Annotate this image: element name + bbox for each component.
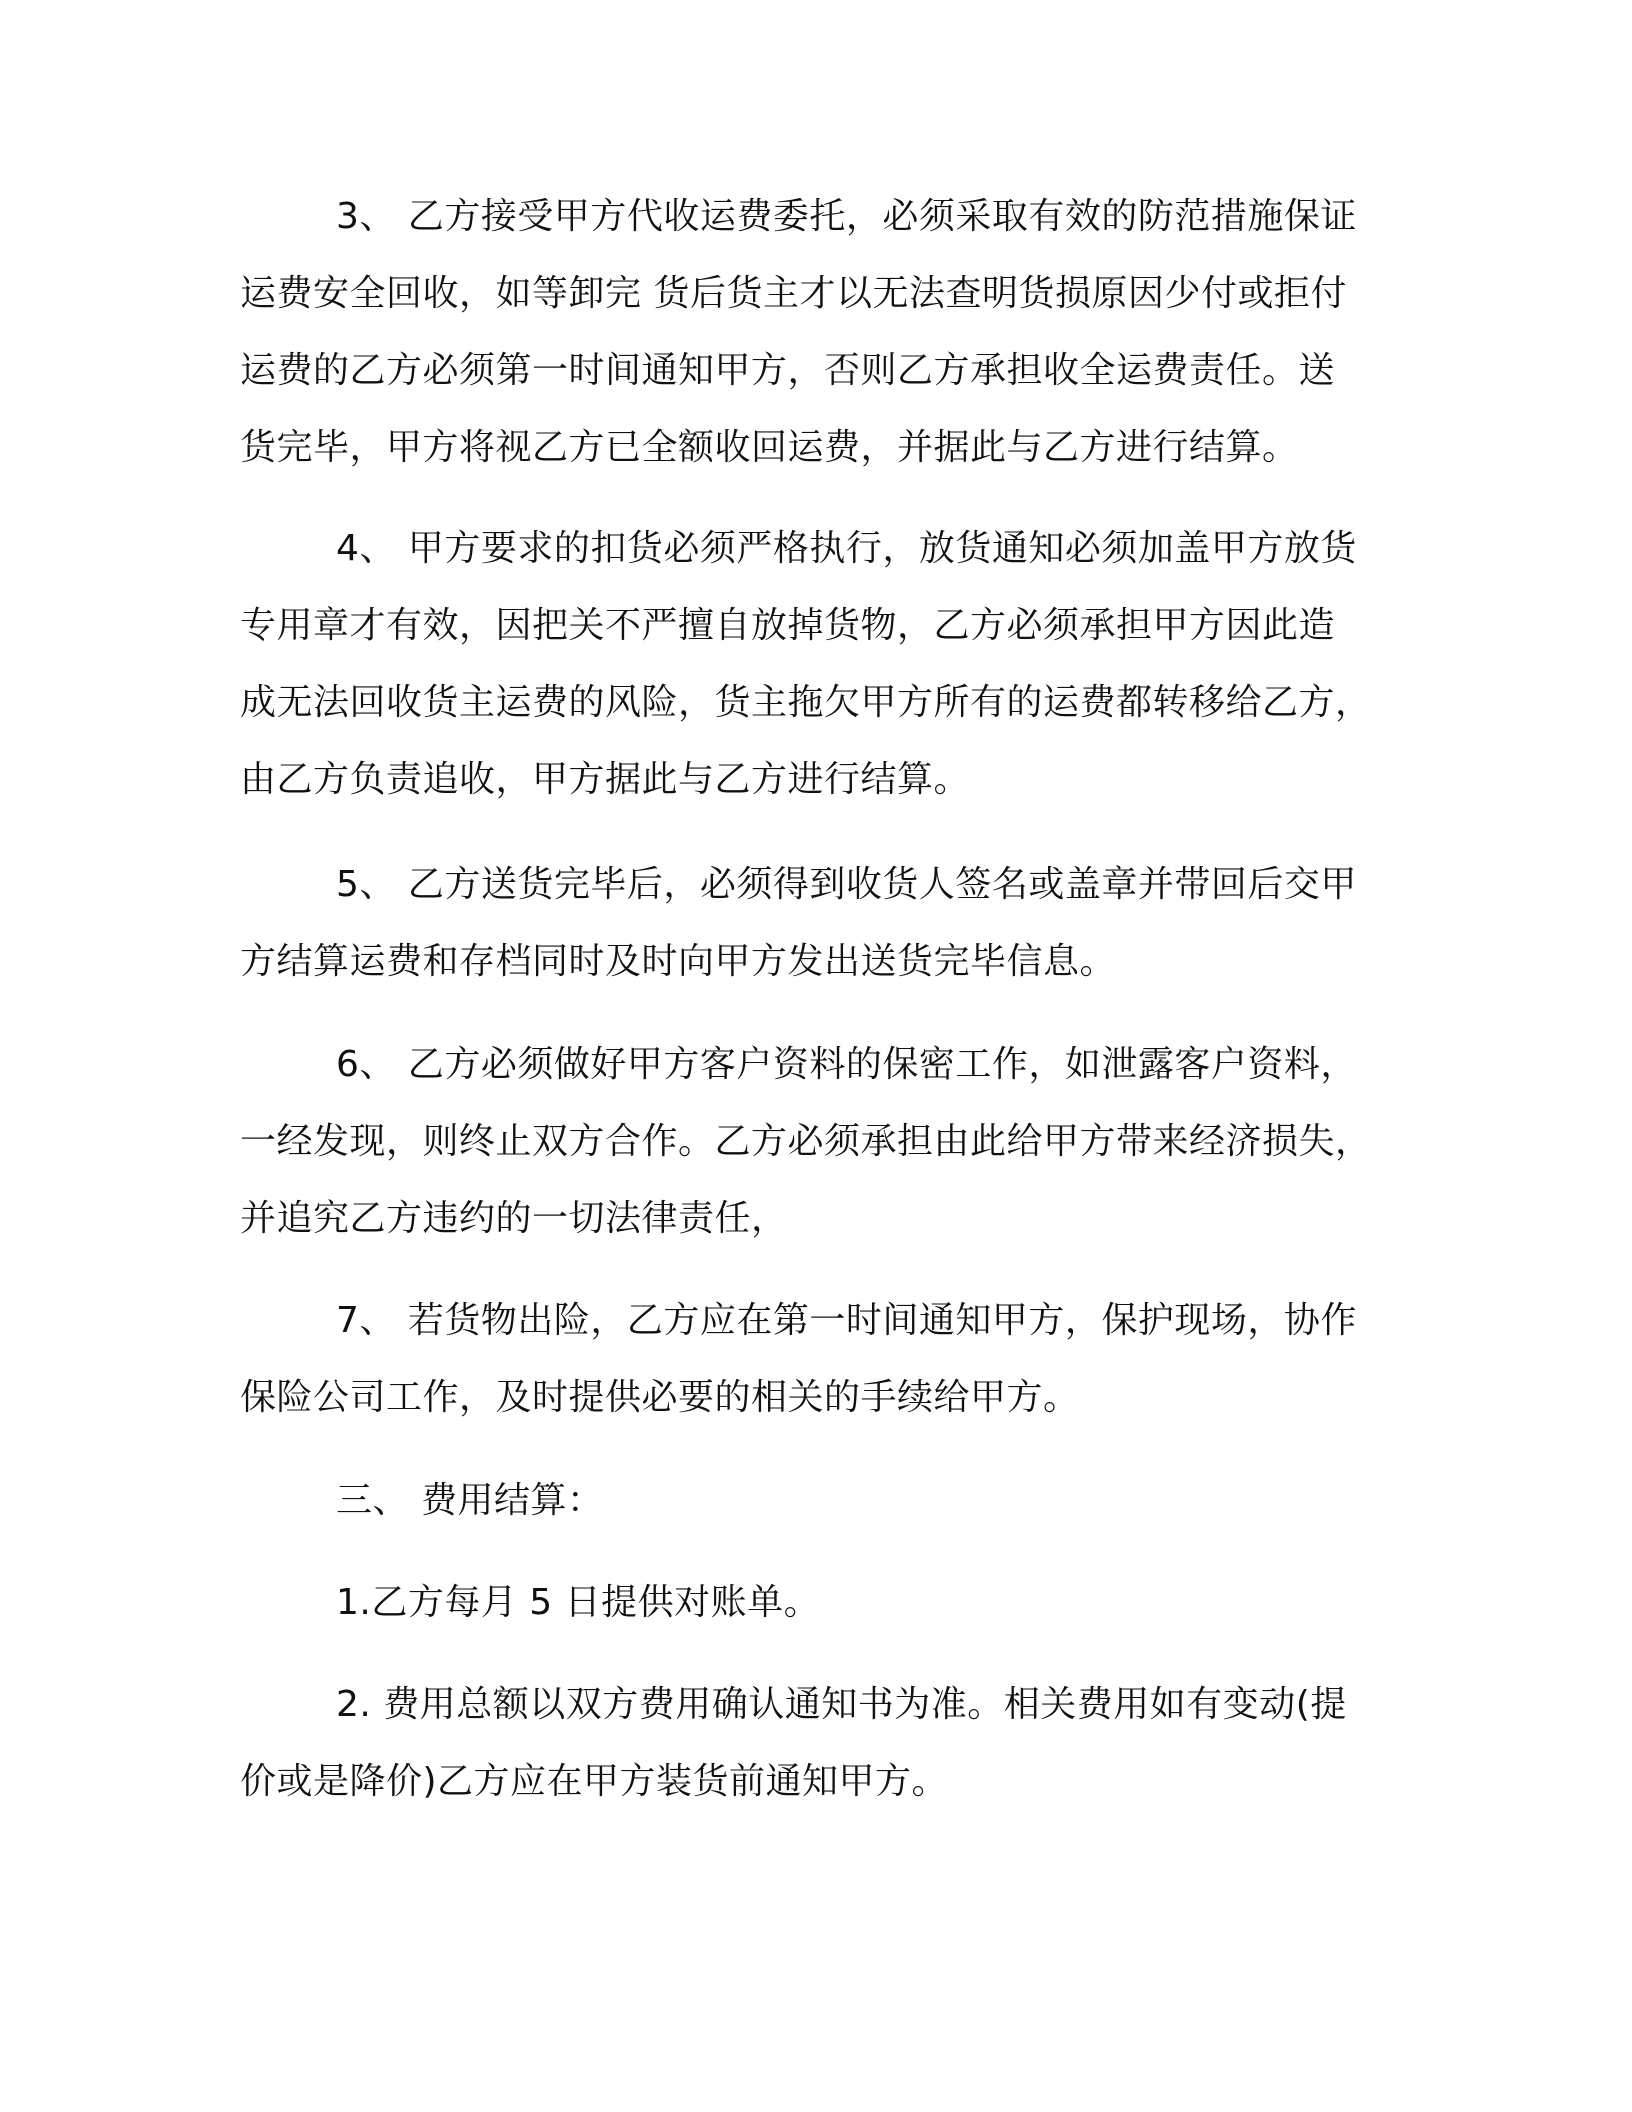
clause-6-line-3: 并追究乙方违约的一切法律责任，: [240, 1198, 788, 1239]
clause-7-paragraph: [240, 1282, 1380, 1436]
clause-3-line-3: 运费的乙方必须第一时间通知甲方，否则乙方承担收全运费责任。送: [240, 350, 1336, 391]
clause-6-paragraph: [240, 1026, 1380, 1257]
section-3-line-1: 三、 费用结算：: [336, 1480, 604, 1521]
clause-3-line-4: 货完毕，甲方将视乙方已全额收回运费，并据此与乙方进行结算。: [240, 427, 1299, 468]
clause-5-paragraph: [240, 846, 1380, 1000]
fee-1-paragraph: [240, 1564, 1380, 1641]
clause-4-line-3: 成无法回收货主运费的风险，货主拖欠甲方所有的运费都转移给乙方，: [240, 682, 1372, 723]
clause-6-line-1: 6、 乙方必须做好甲方客户资料的保密工作，如泄露客户资料，: [336, 1044, 1357, 1085]
clause-3-line-2: 运费安全回收，如等卸完 货后货主才以无法查明货损原因少付或拒付: [240, 273, 1347, 314]
fee-1-line-1: 1.乙方每月 5 日提供对账单。: [336, 1582, 821, 1623]
fee-2-line-2: 价或是降价)乙方应在甲方装货前通知甲方。: [240, 1761, 949, 1802]
fee-2-paragraph: [240, 1666, 1380, 1820]
clause-3-line-1: 3、 乙方接受甲方代收运费委托，必须采取有效的防范措施保证: [336, 196, 1357, 237]
clause-4-paragraph: [240, 510, 1380, 818]
clause-4-line-4: 由乙方负责追收，甲方据此与乙方进行结算。: [240, 759, 971, 800]
clause-6-line-2: 一经发现，则终止双方合作。乙方必须承担由此给甲方带来经济损失，: [240, 1121, 1372, 1162]
fee-2-line-1: 2. 费用总额以双方费用确认通知书为准。相关费用如有变动(提: [336, 1684, 1347, 1725]
clause-4-line-2: 专用章才有效，因把关不严擅自放掉货物，乙方必须承担甲方因此造: [240, 605, 1336, 646]
clause-7-line-2: 保险公司工作，及时提供必要的相关的手续给甲方。: [240, 1377, 1080, 1418]
clause-3-paragraph: [240, 178, 1380, 486]
clause-5-line-2: 方结算运费和存档同时及时向甲方发出送货完毕信息。: [240, 941, 1117, 982]
clause-5-line-1: 5、 乙方送货完毕后，必须得到收货人签名或盖章并带回后交甲: [336, 864, 1357, 905]
section-3-heading: [240, 1462, 1380, 1539]
clause-4-line-1: 4、 甲方要求的扣货必须严格执行，放货通知必须加盖甲方放货: [336, 528, 1357, 569]
clause-7-line-1: 7、 若货物出险，乙方应在第一时间通知甲方，保护现场，协作: [336, 1300, 1357, 1341]
